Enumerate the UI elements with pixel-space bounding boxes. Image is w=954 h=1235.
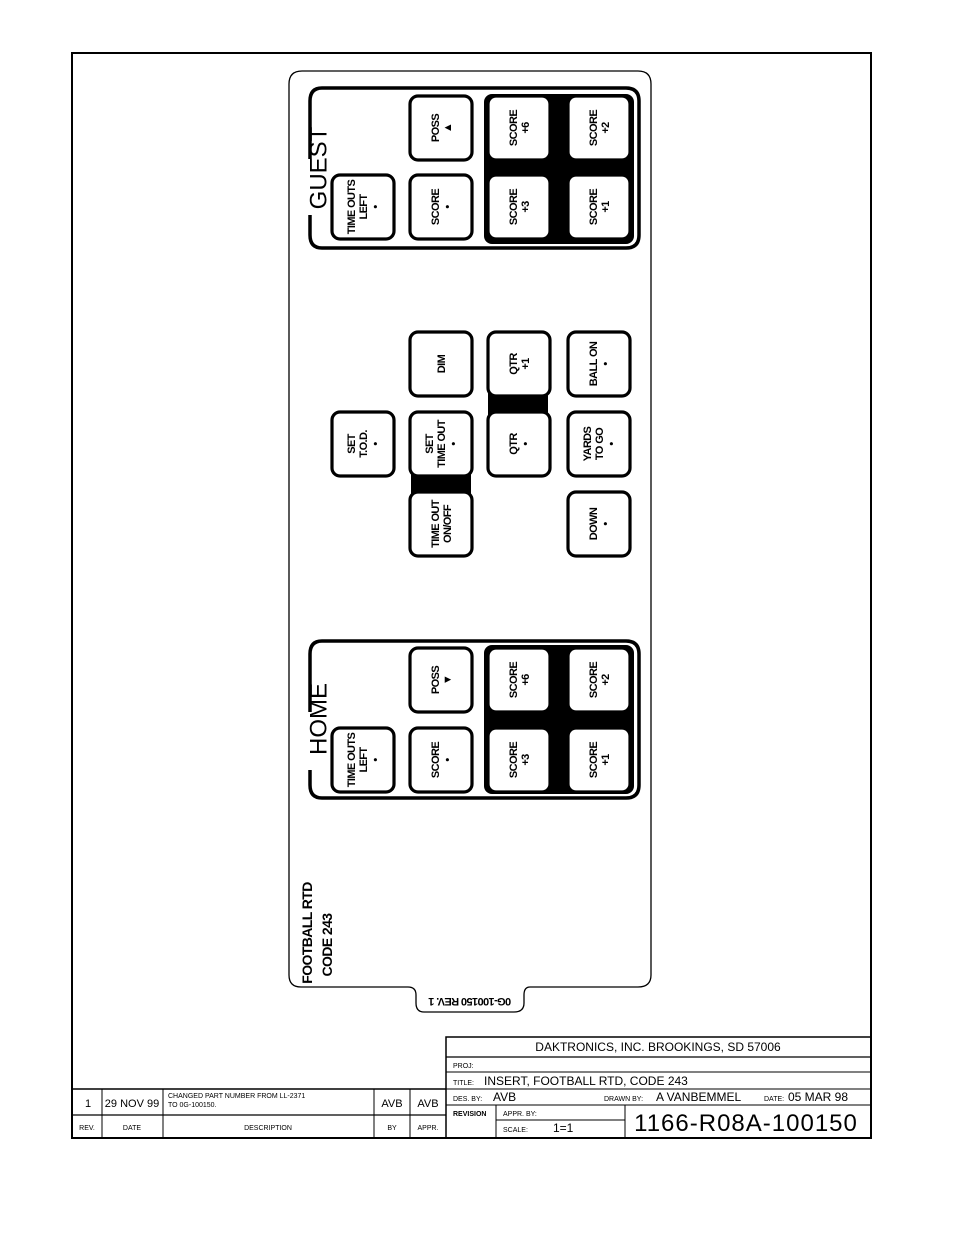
key-label-line: LEFT <box>358 747 370 773</box>
home-score3-key[interactable] <box>488 728 550 792</box>
drawn-by-label: DRAWN BY: <box>604 1096 644 1103</box>
key-label-line: +6 <box>520 122 532 134</box>
proj-label: PROJ: <box>453 1063 474 1070</box>
key-label <box>436 354 448 373</box>
panel-label-line2: CODE 243 <box>319 913 335 977</box>
key-label-line: LEFT <box>358 194 370 220</box>
guest-score6-key[interactable] <box>488 96 550 160</box>
key-label-line: SCORE <box>430 188 442 226</box>
home-score1-key[interactable] <box>568 728 630 792</box>
guest-title: GUEST <box>305 126 333 210</box>
key-label-line: DIM <box>436 354 448 374</box>
des-by-value: AVB <box>493 1090 517 1104</box>
home-group <box>306 641 640 798</box>
key-label-line: ▼ <box>442 674 454 686</box>
key-label-line: +1 <box>600 201 612 213</box>
key-label-line: TIME OUT <box>430 500 442 548</box>
drawing-part-number: 1166-R08A-100150 <box>634 1110 858 1137</box>
title-label: TITLE: <box>453 1080 475 1087</box>
center-set-tod-key[interactable] <box>332 412 394 476</box>
key-label-line: +2 <box>600 674 612 686</box>
guest-score-key[interactable] <box>410 175 472 239</box>
rev-by: AVB <box>381 1098 403 1110</box>
key-label-line: POSS <box>430 113 442 143</box>
key-label-line: +1 <box>600 754 612 766</box>
home-score-key[interactable] <box>410 728 472 792</box>
center-qtr-key[interactable] <box>488 412 550 476</box>
key-label-line: SCORE <box>588 741 600 779</box>
panel-label <box>299 882 335 984</box>
home-score6-key[interactable] <box>488 648 550 712</box>
center-timeout-onoff-key[interactable] <box>410 492 472 556</box>
key-label-line: TIME OUT <box>436 420 448 468</box>
key-label-line: QTR <box>508 433 520 455</box>
rev-header-date: DATE <box>122 1125 142 1132</box>
key-label-line: SCORE <box>508 109 520 147</box>
guest-score3-key[interactable] <box>488 175 550 239</box>
key-label-line: SET <box>424 434 436 454</box>
rev-date: 29 NOV 99 <box>104 1098 160 1110</box>
rev-number: 1 <box>84 1098 92 1110</box>
key-label-line: SCORE <box>430 741 442 779</box>
key-label-line: • <box>600 362 612 366</box>
key-label-line: SCORE <box>508 661 520 699</box>
scale-label: SCALE: <box>503 1127 528 1134</box>
des-by-label: DES. BY: <box>453 1096 483 1103</box>
title-value: INSERT, FOOTBALL RTD, CODE 243 <box>484 1074 688 1088</box>
key-label-line: SCORE <box>588 661 600 699</box>
key-label-line: TIME OUTS <box>346 179 358 235</box>
key-label-line: • <box>520 442 532 446</box>
key-label-line: ▲ <box>442 122 454 134</box>
key-label-line: • <box>442 205 454 209</box>
center-down-key[interactable] <box>568 492 630 556</box>
guest-poss-key[interactable] <box>410 96 472 160</box>
rev-header-rev: REV. <box>79 1125 95 1132</box>
key-label-line: DOWN <box>588 507 600 541</box>
home-score2-key[interactable] <box>568 648 630 712</box>
key-label-line: TO GO <box>594 427 606 461</box>
panel-tab-part-number: 0G-100150 REV. 1 <box>428 995 512 1007</box>
center-dim-key[interactable] <box>410 332 472 396</box>
company-name: DAKTRONICS, INC. BROOKINGS, SD 57006 <box>535 1040 781 1054</box>
key-label-line: • <box>370 442 382 446</box>
rev-header-description: DESCRIPTION <box>244 1125 292 1132</box>
key-label-line: SCORE <box>508 188 520 226</box>
date-label: DATE: <box>764 1096 785 1103</box>
key-label-line: +2 <box>600 122 612 134</box>
guest-timeouts-key[interactable] <box>332 175 394 239</box>
key-label-line: +3 <box>520 201 532 213</box>
key-label-line: • <box>448 442 460 446</box>
revision-label: REVISION <box>453 1111 487 1118</box>
key-label-line: • <box>442 758 454 762</box>
key-label-line: +3 <box>520 754 532 766</box>
key-label-line: • <box>606 442 618 446</box>
key-label-line: YARDS <box>582 426 594 462</box>
date-value: 05 MAR 98 <box>788 1090 849 1104</box>
home-poss-key[interactable] <box>410 648 472 712</box>
scale-value: 1=1 <box>553 1121 574 1135</box>
rev-appr: AVB <box>417 1098 439 1110</box>
key-label <box>430 499 454 548</box>
key-label-line: TIME OUTS <box>346 732 358 788</box>
guest-group <box>306 88 640 248</box>
key-label-line: • <box>370 205 382 209</box>
key-label-line: POSS <box>430 665 442 695</box>
key-label-line: • <box>370 758 382 762</box>
key-label-line: • <box>600 522 612 526</box>
key-label-line: SET <box>346 434 358 454</box>
key-label-line: SCORE <box>508 741 520 779</box>
key-label-line: SCORE <box>588 188 600 226</box>
rev-description-line2: TO 0G-100150. <box>168 1102 217 1109</box>
key-label-line: ON/OFF <box>442 505 454 543</box>
center-ball-on-key[interactable] <box>568 332 630 396</box>
home-title: HOME <box>305 683 333 755</box>
appr-by-label: APPR. BY: <box>503 1111 537 1118</box>
key-label-line: QTR <box>508 353 520 375</box>
rev-header-by: BY <box>387 1125 397 1132</box>
drawn-by-value: A VANBEMMEL <box>656 1090 742 1104</box>
panel-label-line1: FOOTBALL RTD <box>299 882 315 984</box>
rev-description-line1: CHANGED PART NUMBER FROM LL-2371 <box>168 1093 306 1100</box>
center-yards-to-go-key[interactable] <box>568 412 630 476</box>
key-label-line: BALL ON <box>588 341 600 387</box>
center-set-timeout-key[interactable] <box>410 412 472 476</box>
rev-header-appr: APPR. <box>417 1125 439 1132</box>
guest-score2-key[interactable] <box>568 96 630 160</box>
key-label-line: SCORE <box>588 109 600 147</box>
center-qtr-plus-key[interactable] <box>488 332 550 396</box>
key-label-line: +6 <box>520 674 532 686</box>
guest-score1-key[interactable] <box>568 175 630 239</box>
home-timeouts-key[interactable] <box>332 728 394 792</box>
key-label-line: +1 <box>520 358 532 370</box>
key-label-line: T.O.D. <box>358 430 370 458</box>
center-controls <box>332 332 630 556</box>
